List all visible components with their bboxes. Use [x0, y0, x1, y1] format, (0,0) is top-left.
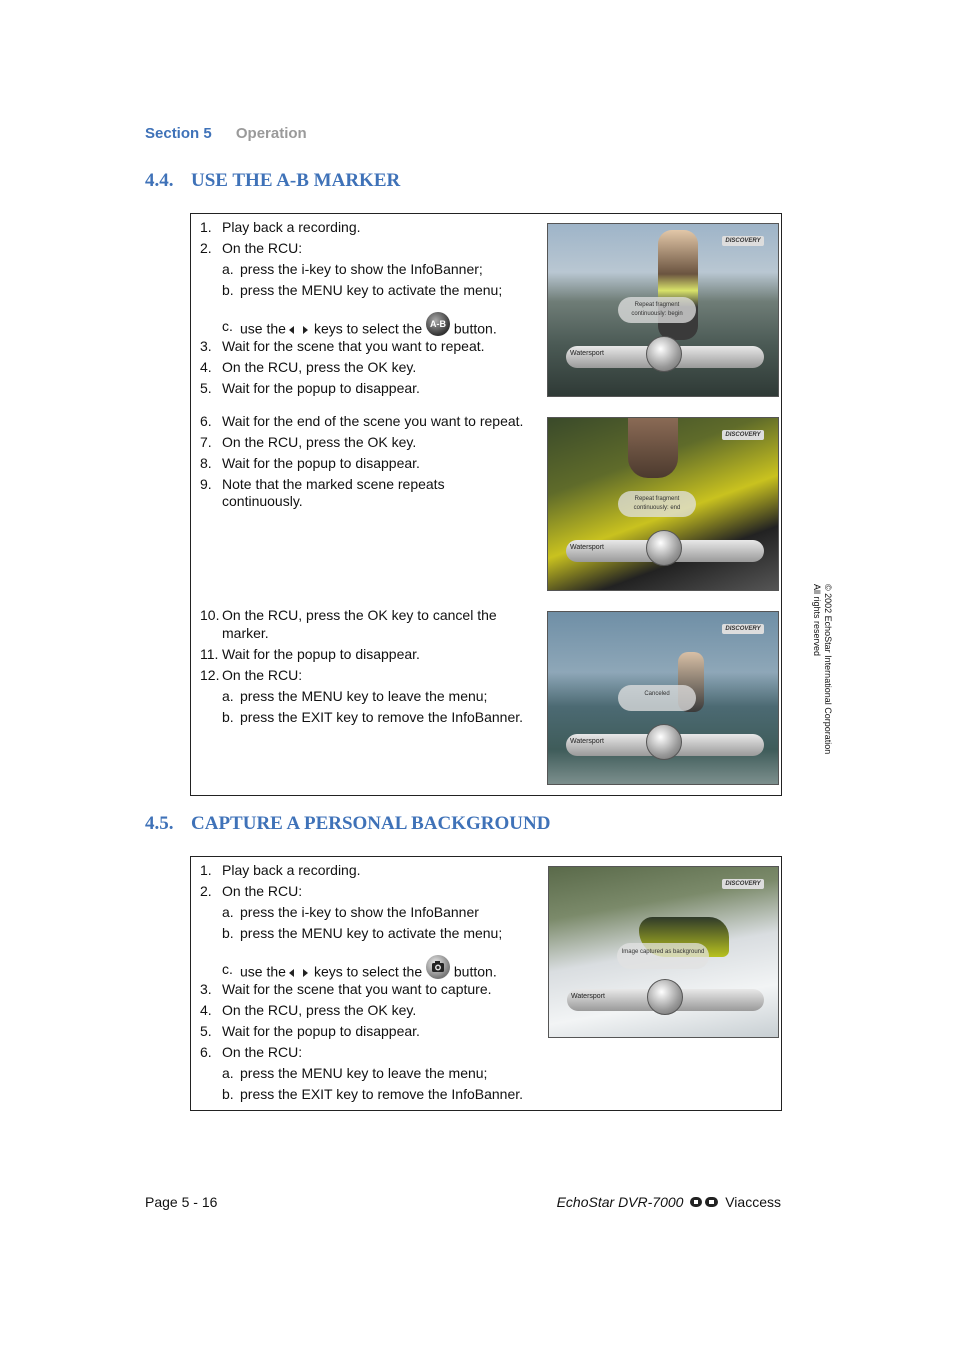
heading-ab-marker: 4.4. USE THE A-B MARKER — [145, 170, 401, 191]
footer-product: EchoStar DVR-7000 Viaccess — [556, 1194, 781, 1210]
section-number: Section 5 — [145, 125, 212, 142]
channel-logo: DISCOVERY — [722, 879, 764, 889]
infobanner: Watersport — [566, 346, 764, 368]
menu-dial — [646, 336, 682, 372]
popup: Repeat fragment continuously: end — [618, 491, 696, 517]
infobanner: Watersport — [567, 989, 764, 1011]
section-label — [145, 125, 307, 142]
copyright-note: © 2002 EchoStar International Corporation All rights reserved — [812, 584, 833, 755]
menu-dial — [646, 530, 682, 566]
arrow-right-icon — [303, 326, 308, 334]
channel-logo: DISCOVERY — [722, 236, 764, 246]
menu-dial — [646, 724, 682, 760]
camera-button-icon — [426, 955, 450, 979]
page-number: Page 5 - 16 — [145, 1194, 218, 1210]
arrow-left-icon — [289, 969, 294, 977]
infobanner: Watersport — [566, 540, 764, 562]
viaccess-logo-icon — [689, 1195, 719, 1212]
infobanner: Watersport — [566, 734, 764, 756]
arrow-right-icon — [303, 969, 308, 977]
ab-marker-button-icon: A-B — [426, 312, 450, 336]
popup: Repeat fragment continuously: begin — [618, 297, 696, 323]
screenshot-canceled — [547, 611, 779, 785]
popup: Canceled — [618, 685, 696, 711]
channel-logo: DISCOVERY — [722, 430, 764, 440]
menu-dial — [647, 979, 683, 1015]
section-name: Operation — [235, 125, 307, 142]
channel-logo: DISCOVERY — [722, 624, 764, 634]
screenshot-repeat-begin — [547, 223, 779, 397]
arrow-left-icon — [289, 326, 294, 334]
screenshot-repeat-end — [547, 417, 779, 591]
popup: Image captured as background — [617, 943, 709, 969]
heading-capture-background: 4.5. CAPTURE A PERSONAL BACKGROUND — [145, 813, 551, 834]
screenshot-capture-background — [548, 866, 779, 1038]
